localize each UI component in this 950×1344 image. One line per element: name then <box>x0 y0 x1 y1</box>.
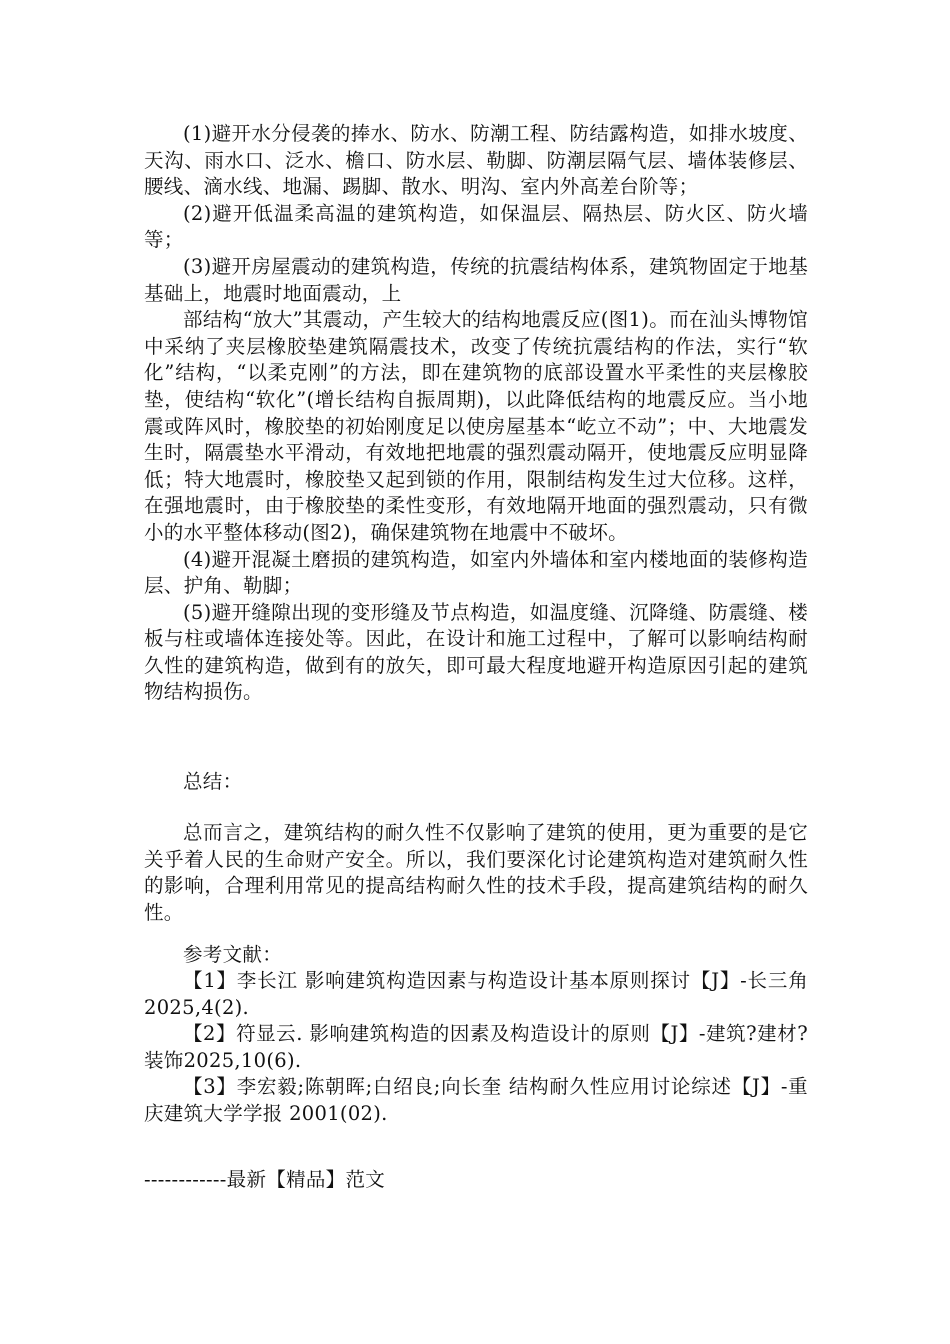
summary-block <box>144 820 808 926</box>
body-text <box>144 121 808 706</box>
paragraph-3: (3)避开房屋震动的建筑构造，传统的抗震结构体系，建筑物固定于地基基础上，地震时地面震动，上 <box>144 254 808 305</box>
summary-heading-block <box>144 769 808 796</box>
summary-text: 总而言之，建筑结构的耐久性不仅影响了建筑的使用，更为重要的是它关乎着人民的生命财产安全。所以，我们要深化讨论建筑构造对建筑耐久性的影响，合理利用常见的提高结构耐久性的技术手段，提高建筑结构的耐久性。 <box>144 821 808 924</box>
reference-item: 【1】李长江 影响建筑构造因素与构造设计基本原则探讨【J】-长三角2025,4(2). <box>144 969 808 1019</box>
paragraph-1: (1)避开水分侵袭的捧水、防水、防潮工程、防结露构造，如排水坡度、天沟、雨水口、泛水、檐口、防水层、勒脚、防潮层隔气层、墙体装修层、腰线、滴水线、地漏、踢脚、散水、明沟、室内外高差台阶等； <box>144 122 808 199</box>
references-heading: 参考文献： <box>183 943 283 966</box>
footer-text: ------------最新【精品】范文 <box>144 1168 386 1191</box>
paragraph-4: 部结构“放大”其震动，产生较大的结构地震反应(图1)。而在汕头博物馆中采纳了夹层橡胶垫建筑隔震技术，改变了传统抗震结构的作法，实行“软化”结构，“以柔克刚”的方法，即在建筑物的底部设置水平柔性的夹层橡胶垫，使结构“软化”(增长结构自振周期)，以此降低结构的地震反应。当小地震或阵风时，橡胶垫的初始刚度足以使房屋基本“屹立不动”；中、大地震发生时，隔震垫水平滑动，有效地把地震的强烈震动隔开，使地震反应明显降低；特大地震时，橡胶垫又起到锁的作用，限制结构发生过大位移。这样，在强地震时，由于橡胶垫的柔性变形，有效地隔开地面的强烈震动，只有微小的水平整体移动(图2)，确保建筑物在地震中不破坏。 <box>144 308 808 544</box>
reference-item: 【2】符显云. 影响建筑构造的因素及构造设计的原则【J】-建筑?建材?装饰2025,10(6). <box>144 1022 808 1072</box>
summary-heading: 总结： <box>183 770 243 793</box>
references-list <box>144 968 808 1128</box>
footer-block <box>144 1167 808 1194</box>
references-heading-block <box>144 942 808 969</box>
paragraph-2: (2)避开低温柔高温的建筑构造，如保温层、隔热层、防火区、防火墙等； <box>144 201 808 252</box>
paragraph-6: (5)避开缝隙出现的变形缝及节点构造，如温度缝、沉降缝、防震缝、楼板与柱或墙体连接处等。因此，在设计和施工过程中，了解可以影响结构耐久性的建筑构造，做到有的放矢，即可最大程度地避开构造原因引起的建筑物结构损伤。 <box>144 600 808 704</box>
reference-item: 【3】李宏毅;陈朝晖;白绍良;向长奎 结构耐久性应用讨论综述【J】-重庆建筑大学学报 2001(02). <box>144 1075 808 1125</box>
paragraph-5: (4)避开混凝土磨损的建筑构造，如室内外墙体和室内楼地面的装修构造层、护角、勒脚； <box>144 547 808 598</box>
